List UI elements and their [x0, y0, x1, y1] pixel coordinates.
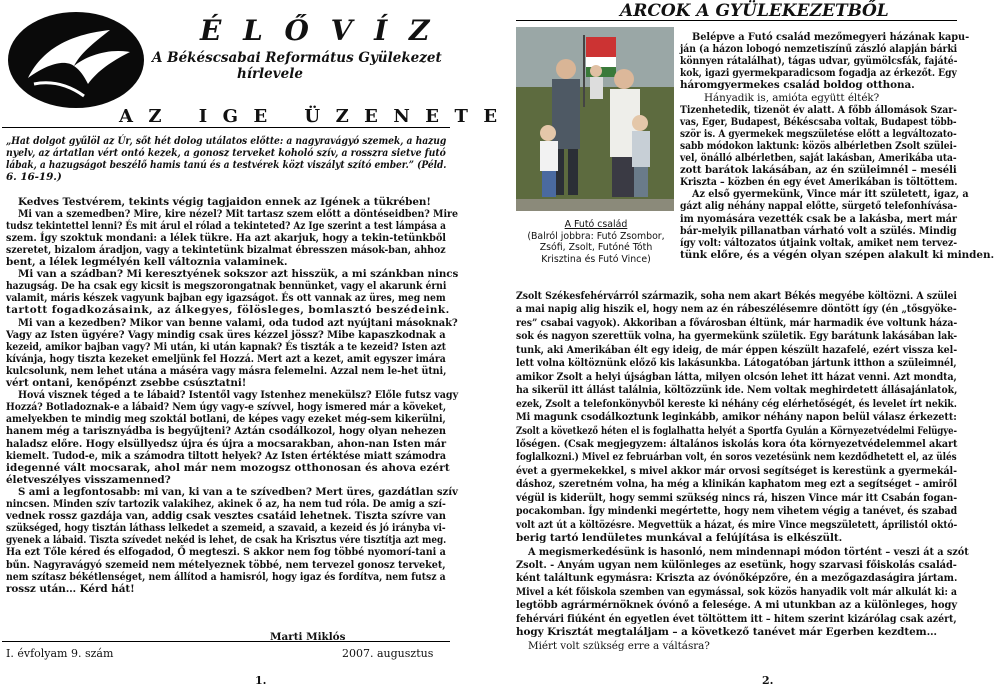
text-line: nyelv, az ártatlan vért ontó kezek, a gonosz terveket koholó szív, a rosszra sietve futó	[6, 147, 446, 160]
text-line: szükséged, hogy tisztán láthass lelkedet a szemeid, a szavaid, a kezeid és jó irányba vi-	[6, 522, 446, 535]
text-line: így volt: változatos útjaink voltak, amiket nem tervez-	[680, 236, 958, 249]
text-line: életveszélyes visszamenned?	[6, 473, 171, 486]
text-line: ször is. A gyermekek megszületése előtt a legváltozato-	[680, 127, 957, 140]
text-line: bár-melyik pillanatban várható volt a szülés. Mindig	[680, 224, 957, 237]
right-section-title: ARCOK A GYÜLEKEZETBŐL	[620, 1, 889, 21]
text-line: lett volna költöznünk előző kis lakásunkba. Látogatóban jártunk itthon a szüleimnél,	[516, 357, 957, 370]
caption-line: (Balról jobbra: Futó Zsombor,	[527, 230, 665, 242]
text-line: hanem még a tarisznyádba is begyűjteni? Aztán csodálkozol, hogy olyan nehezen	[6, 425, 446, 438]
text-line: végül is kiderült, hogy semmi szükség nincs rá, hiszen Vince már itt Csabán fogan-	[516, 491, 958, 504]
text-line: Hozzá? Botladoznak-e a lábaid? Nem úgy vagy-e szívvel, hogy ismered már a köveket,	[6, 401, 447, 414]
issue-date: 2007. augusztus	[342, 647, 434, 660]
text-line: Zsolt. - Anyám ugyan nem különleges az esetünk, hogy szarvasi főiskolás család-	[516, 559, 957, 571]
caption-line: Krisztina és Futó Vince)	[541, 253, 651, 265]
text-line: Zsolt Székesfehérvárról származik, soha nem akart Békés megyébe költözni. A szülei	[516, 290, 957, 302]
text-line: hogy Krisztát megtaláljam – a következő tanévet már Egerben kezdtem…	[516, 626, 937, 639]
family-photo	[516, 27, 674, 211]
text-line: sabb módokon laktunk: közös albérletben Zsolt szülei-	[680, 139, 957, 152]
text-line: legtöbb agrármérnöknek óvónő a felesége. A mi utunkban az a különleges, hogy	[516, 599, 958, 612]
text-line: Mi van a kezedben? Mikor van benne valami, oda tudod azt nyújtani másoknak?	[18, 316, 458, 329]
caption-line: Zsófi, Zsolt, Futóné Tóth	[539, 242, 653, 253]
section-title: A Z I G E Ü Z E N E T E	[119, 106, 502, 127]
text-line: S ami a legfontosabb: mi van, ki van a te szívedben? Mert üres, gazdátlan szív	[18, 485, 458, 498]
section-divider	[2, 127, 450, 128]
text-line: idegenné vált mocsarak, ahol már nem mozogsz otthonosan és ahova ezért	[6, 461, 450, 474]
text-line: gyenek a lábaid. Tiszta szívedet nekéd is lehet, de csak ha Krisztus vére tisztítja azt meg.	[6, 534, 447, 547]
text-line: dáshoz, szeretném volna, ha még a klinikán kaphatom meg ezt a segítséget – amiről	[516, 478, 957, 491]
text-line: kiemelt. Tudod-e, mik a számodra tiltott helyek? Az Isten értéktése miatt számodra	[6, 449, 446, 462]
text-line: lőségen. (Csak megjegyzem: általános iskolás kora óta környezetvédelemmel akart	[516, 437, 958, 450]
newsletter-title: É L Ő V Í Z	[200, 14, 436, 47]
text-line: res” csabai vagyok). Akkoriban a fővárosban éltünk, már harmadik éve voltunk háza-	[516, 316, 958, 329]
text-line: vas, Eger, Budapest, Békéscsaba voltak, Budapest több-	[680, 115, 957, 128]
text-line: háromgyermekes család boldog otthona.	[680, 79, 915, 92]
text-line: valamit, máris készek vagyunk bajban egy igazságot. És ott vannak az üres, meg nem	[6, 292, 446, 305]
photo-caption	[515, 219, 677, 265]
text-line: a mai napig alig hiszik el, hogy nem az én rábeszélésemre döntött így (én „tősgyöke-	[516, 303, 957, 316]
text-line: ha sikerül itt állást találnia, költözzünk ide. Nem voltak meghirdetett állásajánlatok,	[516, 384, 958, 397]
text-line: kulcsolunk, nem lehet utána a máséra vagy másra felemelni. Azzal nem le-het ütni,	[6, 364, 447, 377]
text-line: nem szítasz békétlenséget, nem állítod a hamisról, hogy igaz és fordítva, nem futsz a	[6, 570, 446, 583]
text-line: amelyekben te mindig meg szoktál botlani, de képes vagy ezeket még-sem kikerülni,	[6, 413, 446, 426]
text-line: im nyomására vezették csak be a lakásba, mert már	[680, 212, 957, 225]
text-line: nincsen. Minden szív tartozik valakihez, akinek ő az, ha nem tud róla. De amig a szí-	[6, 498, 446, 510]
issue-number: I. évfolyam 9. szám	[6, 647, 114, 660]
text-line: haladsz előre. Hogy elsüllyedsz újra és újra a mocsarakban, ahon-nan Isten már	[6, 437, 447, 450]
text-line: könnyen rátalálhat), tágas udvar, gyümölcsfák, fajáté-	[680, 55, 958, 68]
text-line: kok, igazi gyermekparadicsom fogadja az érkezőt. Egy	[680, 67, 957, 80]
right-section-divider	[516, 20, 957, 21]
text-line: Hová visznek téged a te lábaid? Istentől vagy Istenhez menekülsz? Előle futsz vagy	[18, 389, 459, 402]
text-line: Kriszta – közben én egy évet Amerikában is töltöttem.	[680, 176, 958, 189]
text-line: évet a gyermekekkel, s mivel akkor már orvosi segítséget is kerestünk a gyermekál-	[516, 464, 957, 477]
text-line: Kedves Testvérem, tekints végig tagjaidon ennek az Igének a tükrében!	[18, 195, 431, 208]
author-signature: Marti Miklós	[270, 631, 346, 643]
text-line: A megismerkedésünk is hasonló, nem mindennapi módon történt – veszi át a szót	[528, 545, 969, 558]
text-line: hazugság. De ha csak egy kicsit is megszorongatnak bennünket, vagy el akarunk érni	[6, 280, 447, 293]
text-line: Mi van a szemedben? Mire, kire nézel? Mit tartasz szem előtt a döntéseidben? Mire	[18, 207, 458, 220]
text-line: „Hat dolgot gyűlöl az Úr, sőt hét dolog utálatos előtte: a nagyravágyó szemek, a hazug	[6, 135, 447, 147]
text-line: zott barátok lakásában, az én szüleimnél – meséli	[680, 164, 957, 177]
dove-logo	[4, 0, 150, 110]
text-line: bent, a lélek legmélyén kell változnia valaminek.	[6, 256, 288, 268]
text-line: ján (a házon lobogó nemzetiszínű zászló alapján bárki	[680, 43, 958, 56]
footer-divider	[2, 641, 450, 642]
text-line: Mi van a szádban? Mi keresztyének sokszor azt hisszük, a mi szánkban nincs	[18, 268, 459, 281]
text-line: Belépve a Futó család mezőmegyeri házának kapu-	[692, 31, 970, 43]
text-line: tünk előre, és a végén olyan szépen alakult ki minden.	[680, 248, 994, 261]
text-line: vednek rossz gazdája van, addig csak vesztes csatáid lehetnek. Tiszta szívre van	[6, 510, 446, 523]
text-line: tudsz tekintettel lenni? És mit árul el rólad a tekinteted? Az Ige szerint a test lámpása a	[6, 219, 446, 232]
text-line: vért ontani, kenőpénzt zsebbe csúsztatni!	[6, 377, 247, 389]
page-number-right: 2.	[762, 674, 774, 687]
text-line: sok és nagyon szerettük volna, ha gyermekünk születik. Egy barátunk lakásában lak-	[516, 330, 958, 343]
text-line: ezek, Zsolt a telefonkönyvből kereste ki néhány cég elérhetőségét, és levelet írt nekik.	[516, 397, 957, 410]
text-line: fehérvári fiúként én egyetlen évet töltöttem itt – hitem szerint kizárólag csak azért,	[516, 612, 957, 625]
text-line: Mivel a két főiskola szemben van egymással, sok közös hanyadik volt már alkulát ki: a	[516, 585, 957, 598]
text-line: kezeid, amikor bajban vagy? Mi után, ki után kapnak? És tiszták a te kezeid? Isten azt	[6, 340, 447, 353]
text-line: Miért volt szükség erre a váltásra?	[528, 639, 710, 652]
text-line: vel, önálló albérletben, saját lakásban, Amerikába uta-	[680, 152, 957, 164]
text-line: tunk, aki Amerikában élt egy ideig, de már éppen készült hazafelé, ezért vissza kel-	[516, 343, 958, 356]
text-line: Vagy az Isten ügyére? Vagy mindig csak üres kézzel jössz? Mibe kapaszkodnak a	[6, 328, 446, 341]
text-line: szeretet, bizalom áradjon, vagy a tekintetünk bizalmat ébresszen mások-ban, ahhoz	[6, 243, 446, 256]
text-line: szem. Így szoktuk mondani: a lélek tükre. Ha azt akarjuk, hogy a tekin-tetünkből	[6, 231, 446, 244]
text-line: rossz után… Kérd hát!	[6, 582, 135, 595]
text-line: Hányadik is, amióta együtt élték?	[704, 91, 880, 104]
newsletter-subtitle-2: hírlevele	[237, 66, 303, 82]
text-line: 6. 16-19.)	[6, 171, 62, 184]
text-line: Zsolt a következő héten el is foglalhatta helyét a Sportfa Gyulán a Környezetvédelmi Felügye-	[516, 424, 958, 437]
text-line: Tizenhetedik, tizenöt év alatt. A főbb állomások Szar-	[680, 103, 957, 116]
text-line: pocakomban. Így mindenki megértette, hogy nem vihetem végig a tanévet, és szabad	[516, 505, 958, 518]
page-number-left: 1.	[255, 674, 267, 687]
text-line: amikor Zsolt a helyi újságban látta, milyen olcsón lehet itt házat venni. Azt mondta,	[516, 370, 957, 383]
text-line: Mi magunk csodálkoztunk leginkább, amikor néhány napon belül válasz érkezett:	[516, 411, 957, 424]
text-line: kívánja, hogy tiszta kezeket emeljünk fel Hozzá. Mert azt a kezet, amit egyszer imára	[6, 352, 446, 365]
text-line: ként találtunk egymásra: Kriszta az óvónőképzőre, én a mezőgazdaságira jártam.	[516, 572, 958, 585]
text-line: tartott fogadkozásaink, az álkegyes, fölösleges, bomlasztó beszédeink.	[6, 304, 450, 317]
newsletter-subtitle: A Békéscsabai Református Gyülekezet	[152, 50, 442, 66]
text-line: foglalkozni.) Mivel ez februárban volt, én soros vezetésünk nem kezdődhetett el, az ülés	[516, 451, 957, 464]
text-line: berig tartó lendületes munkával a felújítása is elkészült.	[516, 532, 843, 545]
text-line: Az első gyermekünk, Vince már itt született, igaz, a	[692, 188, 969, 201]
text-line: Ha ezt Tőle kéred és elfogadod, Ő megteszi. S akkor nem fog többé nyomorí-tani a	[6, 546, 446, 559]
text-line: gázt alig néhány nappal előtte, sürgető telefonhívása-	[680, 200, 958, 213]
text-line: lábak, a hazugságot beszélő hamis tanú és a testvérek közt viszályt szító ember.” (Péld.	[6, 159, 447, 172]
text-line: volt azt út a költözésre. Megvettük a házat, és mire Vince megszületett, áprilistól októ-	[516, 518, 958, 531]
caption-title: A Futó család	[564, 219, 628, 230]
text-line: bűn. Nagyravágyó szemeid nem mételyeznek többé, nem tervezel gonosz terveket,	[6, 558, 446, 571]
